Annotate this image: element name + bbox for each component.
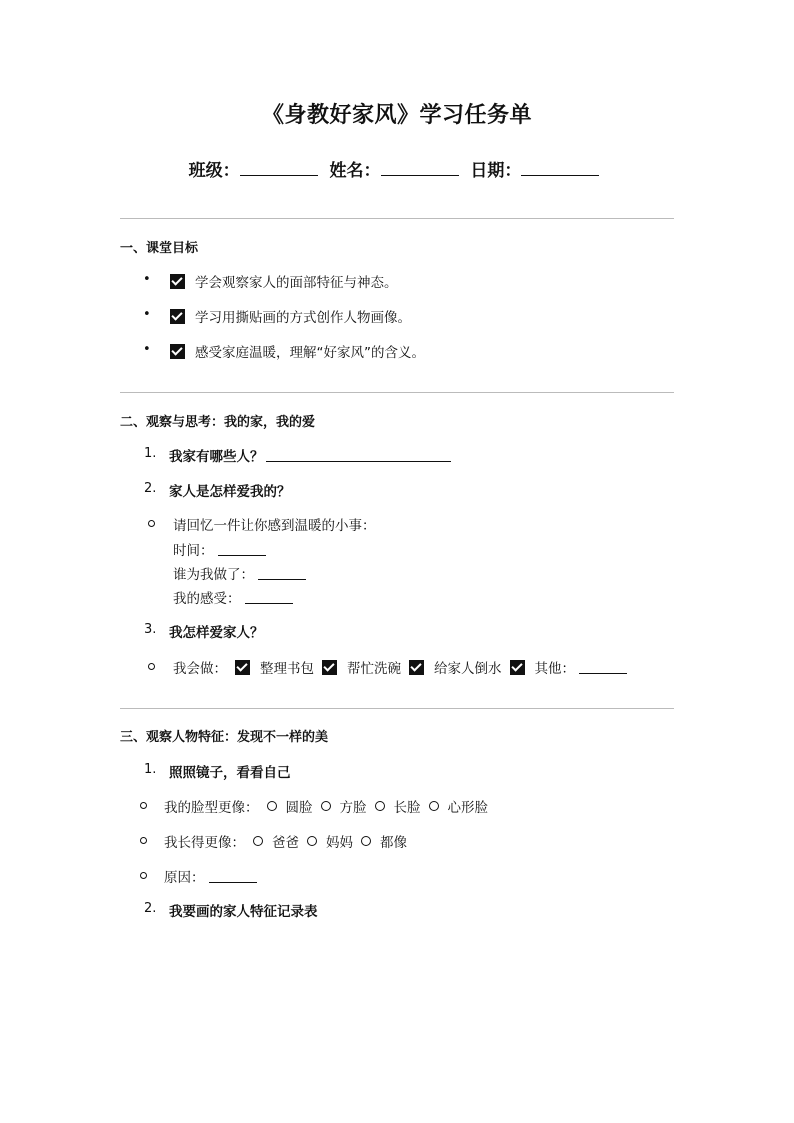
question-text: 我家有哪些人？	[169, 449, 264, 465]
radio-icon[interactable]	[253, 836, 263, 846]
option-other: 其他：	[534, 661, 575, 677]
feeling-blank[interactable]	[245, 591, 293, 604]
circle-bullet-icon	[140, 802, 147, 809]
checked-box-icon[interactable]	[170, 274, 185, 289]
goal-item	[170, 271, 398, 291]
face-shape-row	[164, 796, 488, 816]
checked-box-icon[interactable]	[322, 660, 337, 675]
resemble-lead: 我长得更像：	[164, 835, 245, 851]
bullet-dot-icon: •	[143, 272, 151, 287]
divider	[120, 708, 674, 709]
prompt-text: 请回忆一件让你感到温暖的小事：	[173, 518, 376, 534]
reason-lead: 原因：	[164, 870, 205, 886]
circle-bullet-icon	[148, 663, 155, 670]
student-info-line	[0, 156, 794, 181]
class-blank[interactable]	[240, 159, 318, 176]
other-blank[interactable]	[579, 661, 627, 674]
name-blank[interactable]	[381, 159, 459, 176]
chores-options-row	[173, 657, 627, 677]
time-blank[interactable]	[218, 543, 266, 556]
question-how-i-love-family	[169, 621, 264, 641]
radio-icon[interactable]	[429, 801, 439, 811]
chores-lead: 我会做：	[173, 661, 227, 677]
section-heading-features: 三、观察人物特征：发现不一样的美	[120, 730, 329, 745]
memory-time-row	[173, 539, 266, 559]
page-title: 《身教好家风》学习任务单	[261, 103, 532, 128]
reason-blank[interactable]	[209, 870, 257, 883]
answer-blank[interactable]	[266, 449, 451, 462]
checked-box-icon[interactable]	[170, 344, 185, 359]
memory-who-row	[173, 563, 306, 583]
question-text: 我怎样爱家人？	[169, 625, 264, 641]
feature-record-table-heading	[169, 900, 318, 920]
option-both: 都像	[380, 835, 407, 851]
question-text: 我要画的家人特征记录表	[169, 904, 318, 920]
radio-icon[interactable]	[267, 801, 277, 811]
divider	[120, 218, 674, 219]
option-pack-bag: 整理书包	[260, 661, 314, 677]
option-mom: 妈妈	[326, 835, 353, 851]
question-family-members	[169, 445, 451, 465]
bullet-dot-icon: •	[143, 342, 151, 357]
divider	[120, 392, 674, 393]
memory-feeling-row	[173, 587, 293, 607]
circle-bullet-icon	[148, 520, 155, 527]
option-round-face: 圆脸	[285, 800, 313, 816]
radio-icon[interactable]	[321, 801, 331, 811]
question-number: 1.	[144, 762, 157, 777]
goal-item	[170, 341, 425, 361]
who-label: 谁为我做了：	[173, 567, 254, 583]
question-number: 2.	[144, 481, 157, 496]
radio-icon[interactable]	[375, 801, 385, 811]
face-shape-lead: 我的脸型更像：	[164, 800, 259, 816]
who-blank[interactable]	[258, 567, 306, 580]
checked-box-icon[interactable]	[170, 309, 185, 324]
circle-bullet-icon	[140, 837, 147, 844]
date-blank[interactable]	[521, 159, 599, 176]
question-number: 3.	[144, 622, 157, 637]
section-heading-goals: 一、课堂目标	[120, 241, 199, 256]
reason-row	[164, 866, 257, 886]
time-label: 时间：	[173, 543, 214, 559]
name-label: 姓名：	[329, 161, 381, 181]
option-wash-dishes: 帮忙洗碗	[347, 661, 401, 677]
feeling-label: 我的感受：	[173, 591, 241, 607]
class-label: 班级：	[188, 161, 240, 181]
radio-icon[interactable]	[361, 836, 371, 846]
bullet-dot-icon: •	[143, 307, 151, 322]
option-dad: 爸爸	[272, 835, 299, 851]
goal-item	[170, 306, 411, 326]
circle-bullet-icon	[140, 872, 147, 879]
date-label: 日期：	[470, 161, 522, 181]
option-heart-face: 心形脸	[447, 800, 488, 816]
section-heading-observe-think: 二、观察与思考：我的家，我的爱	[120, 415, 316, 430]
option-square-face: 方脸	[339, 800, 367, 816]
question-text: 家人是怎样爱我的？	[169, 484, 291, 500]
question-number: 2.	[144, 901, 157, 916]
goal-text: 学会观察家人的面部特征与神态。	[195, 275, 398, 291]
checked-box-icon[interactable]	[510, 660, 525, 675]
goal-text: 学习用撕贴画的方式创作人物画像。	[195, 310, 411, 326]
checked-box-icon[interactable]	[235, 660, 250, 675]
memory-prompt	[173, 514, 376, 534]
checked-box-icon[interactable]	[409, 660, 424, 675]
goal-text: 感受家庭温暖，理解“好家风”的含义。	[195, 345, 425, 361]
question-look-in-mirror	[169, 761, 291, 781]
question-how-family-loves-me	[169, 480, 291, 500]
resemble-row	[164, 831, 407, 851]
option-long-face: 长脸	[393, 800, 421, 816]
question-number: 1.	[144, 446, 157, 461]
question-text: 照照镜子，看看自己	[169, 765, 291, 781]
radio-icon[interactable]	[307, 836, 317, 846]
option-pour-water: 给家人倒水	[434, 661, 502, 677]
